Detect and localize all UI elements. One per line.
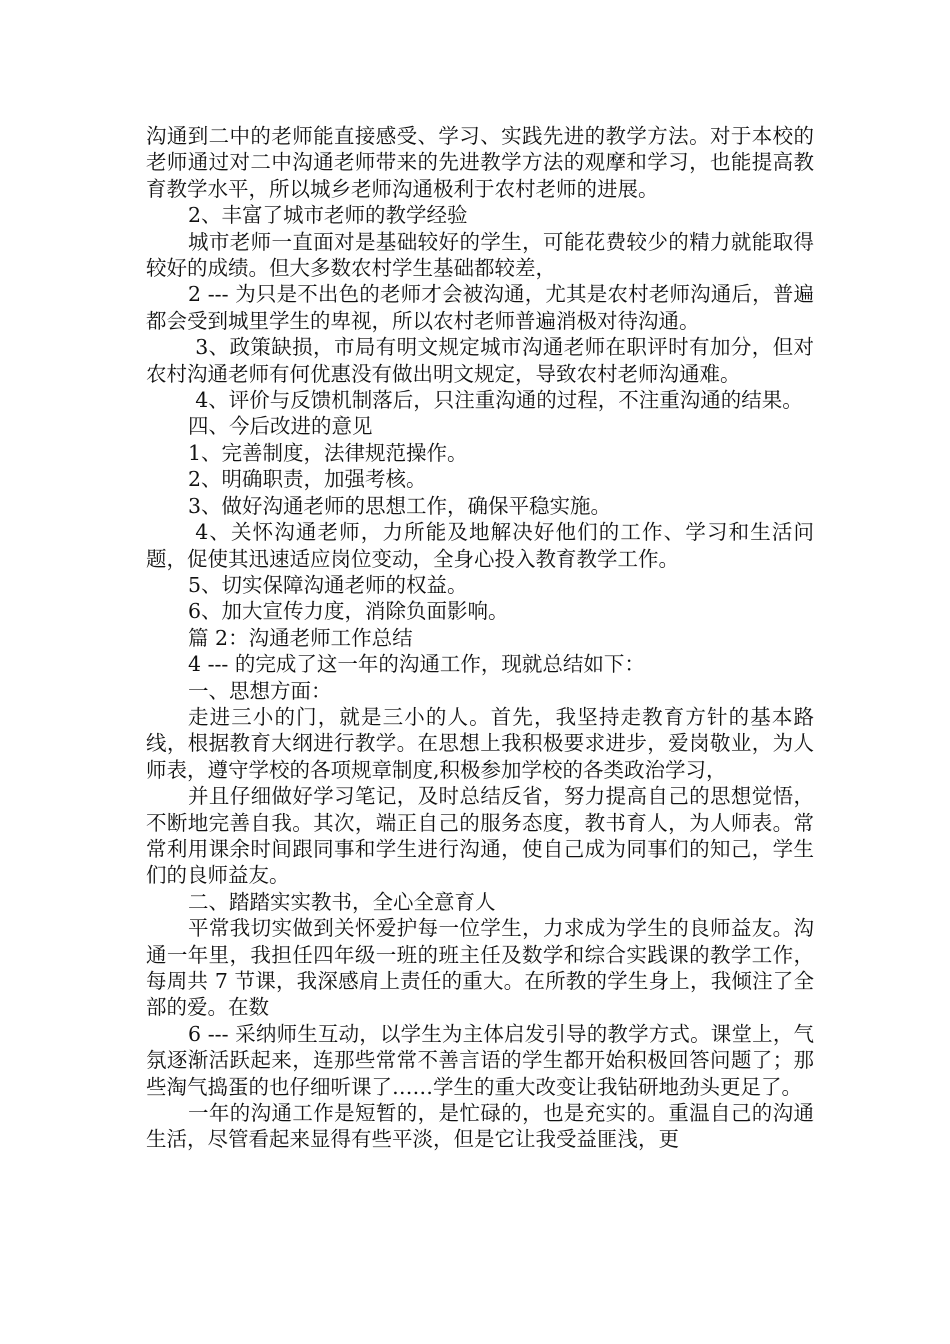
section-heading-4: 四、今后改进的意见 bbox=[188, 414, 373, 439]
section-heading-thought: 一、思想方面： bbox=[188, 678, 332, 703]
paragraph-5: 3、政策缺损，市局有明文规定城市沟通老师在职评时有加分，但对农村沟通老师有何优惠没有做出明文规定，导致农村老师沟通难。 bbox=[146, 335, 814, 386]
list-item-4: 4、关怀沟通老师，力所能及地解决好他们的工作、学习和生活问题，促使其迅速适应岗位变动，全身心投入教育教学工作。 bbox=[146, 520, 814, 571]
article-2-title: 篇 2：沟通老师工作总结 bbox=[188, 625, 413, 650]
list-item-6: 6、加大宣传力度，消除负面影响。 bbox=[188, 599, 509, 624]
paragraph-1: 沟通到二中的老师能直接感受、学习、实践先进的教学方法。对于本校的老师通过对二中沟通老师带来的先进教学方法的观摩和学习，也能提高教育教学水平，所以城乡老师沟通极利于农村老师的进展。 bbox=[146, 124, 814, 201]
paragraph-self-improvement: 并且仔细做好学习笔记，及时总结反省，努力提高自己的思想觉悟，不断地完善自我。其次，端正自己的服务态度，教书育人，为人师表。常常利用课余时间跟同事和学生进行沟通，使自己成为同事们的知己，学生们的良师益友。 bbox=[146, 784, 814, 888]
paragraph-interaction: 6 --- 采纳师生互动，以学生为主体启发引导的教学方式。课堂上，气氛逐渐活跃起来，连那些常常不善言语的学生都开始积极回答问题了；那些淘气捣蛋的也仔细听课了……学生的重大改变让我钻研地劲头更足了。 bbox=[146, 1021, 814, 1099]
paragraph-conclusion: 一年的沟通工作是短暂的，是忙碌的，也是充实的。重温自己的沟通生活，尽管看起来显得有些平淡，但是它让我受益匪浅，更 bbox=[146, 1101, 814, 1152]
list-item-1: 1、完善制度，法律规范操作。 bbox=[188, 440, 468, 465]
list-item-2: 2、明确职责，加强考核。 bbox=[188, 467, 427, 492]
paragraph-teaching: 平常我切实做到关怀爱护每一位学生，力求成为学生的良师益友。沟通一年里，我担任四年级一班的班主任及数学和综合实践课的教学工作，每周共 7 节课，我深感肩上责任的重大。在所教的学生身上，我倾注了全部的爱。在数 bbox=[146, 916, 814, 1020]
paragraph-2: 2、丰富了城市老师的教学经验 bbox=[188, 203, 468, 228]
list-item-5: 5、切实保障沟通老师的权益。 bbox=[188, 572, 468, 597]
paragraph-4: 2 --- 为只是不出色的老师才会被沟通，尤其是农村老师沟通后，普遍都会受到城里学生的卑视，所以农村老师普遍消极对待沟通。 bbox=[146, 282, 814, 333]
document-body bbox=[146, 123, 814, 1153]
paragraph-3: 城市老师一直面对是基础较好的学生，可能花费较少的精力就能取得较好的成绩。但大多数农村学生基础都较差， bbox=[146, 229, 814, 281]
paragraph-6: 4、评价与反馈机制落后，只注重沟通的过程，不注重沟通的结果。 bbox=[195, 388, 803, 413]
paragraph-summary-intro: 4 --- 的完成了这一年的沟通工作，现就总结如下： bbox=[188, 652, 645, 677]
section-heading-teaching: 二、踏踏实实教书，全心全意育人 bbox=[188, 889, 496, 914]
paragraph-thought: 走进三小的门，就是三小的人。首先，我坚持走教育方针的基本路线，根据教育大纲进行教学。在思想上我积极要求进步，爱岗敬业，为人师表，遵守学校的各项规章制度,积极参加学校的各类政治学习， bbox=[146, 704, 814, 782]
list-item-3: 3、做好沟通老师的思想工作，确保平稳实施。 bbox=[188, 493, 612, 518]
